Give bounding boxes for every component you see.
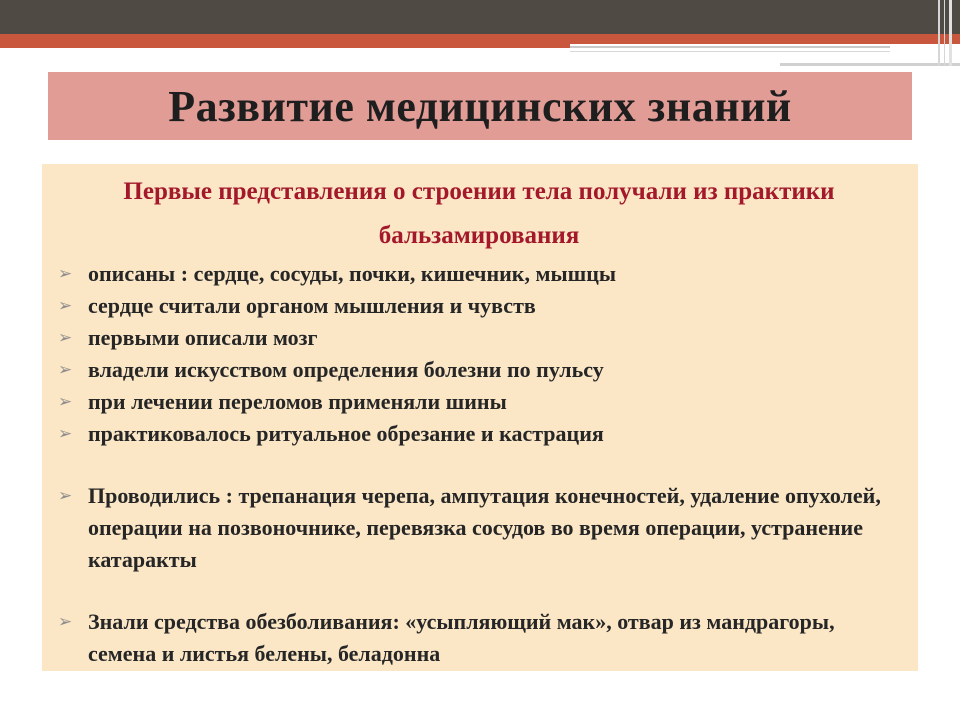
list-item: ➢ Знали средства обезболивания: «усыпляющий мак», отвар из мандрагоры, семена и листья белены, беладонна — [54, 606, 904, 670]
list-item: ➢ практиковалось ритуальное обрезание и кастрация — [54, 418, 904, 450]
arrow-bullet-icon: ➢ — [58, 392, 73, 412]
decor-vertical-line — [944, 0, 945, 66]
decor-vertical-line — [949, 0, 952, 66]
title-banner — [48, 72, 912, 140]
arrow-bullet-icon: ➢ — [58, 360, 73, 380]
spacer — [54, 450, 904, 480]
arrow-bullet-icon: ➢ — [58, 264, 73, 284]
arrow-bullet-icon: ➢ — [58, 486, 73, 506]
decor-vertical-line — [938, 0, 940, 66]
arrow-bullet-icon: ➢ — [58, 328, 73, 348]
arrow-bullet-icon: ➢ — [58, 424, 73, 444]
slide-title: Развитие медицинских знаний — [168, 81, 792, 131]
list-item: ➢ описаны : сердце, сосуды, почки, кишечник, мышцы — [54, 258, 904, 290]
bullet-list-surgery — [54, 480, 904, 576]
decor-line — [570, 51, 890, 52]
list-item: ➢ при лечении переломов применяли шины — [54, 386, 904, 418]
spacer — [54, 576, 904, 606]
bullet-list-anatomy — [54, 258, 904, 450]
decor-line — [780, 63, 960, 66]
section-heading: Первые представления о строении тела получали из практики бальзамирования — [123, 178, 835, 249]
list-item: ➢ Проводились : трепанация черепа, ампутация конечностей, удаление опухолей, операции на позвоночнике, перевязка сосудов во время операции, устранение катаракты — [54, 480, 904, 576]
arrow-bullet-icon: ➢ — [58, 612, 73, 632]
accent-band — [0, 34, 960, 44]
top-bar — [0, 0, 960, 34]
bullet-list-anesthesia — [54, 606, 904, 670]
list-item: ➢ сердце считали органом мышления и чувств — [54, 290, 904, 322]
list-item: ➢ первыми описали мозг — [54, 322, 904, 354]
list-item: ➢ владели искусством определения болезни по пульсу — [54, 354, 904, 386]
content-panel — [42, 164, 918, 671]
decor-line — [570, 46, 890, 48]
arrow-bullet-icon: ➢ — [58, 296, 73, 316]
accent-band-lower — [0, 44, 570, 48]
